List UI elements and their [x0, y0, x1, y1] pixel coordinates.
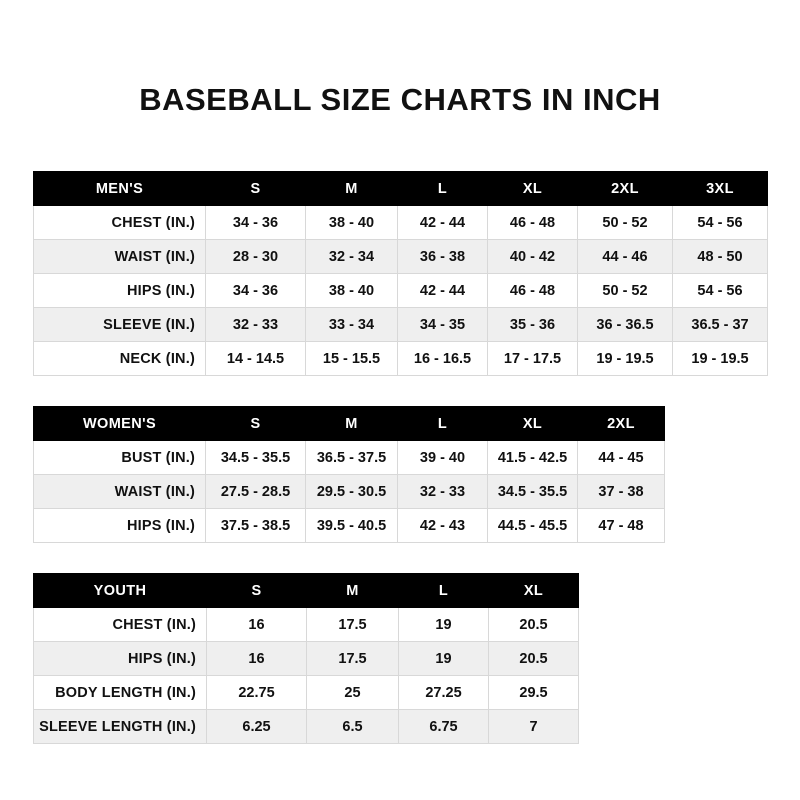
row-label: SLEEVE (IN.)	[34, 308, 206, 342]
cell: 27.5 - 28.5	[206, 475, 306, 509]
cell: 38 - 40	[306, 206, 398, 240]
cell: 33 - 34	[306, 308, 398, 342]
cell: 17 - 17.5	[488, 342, 578, 376]
cell: 40 - 42	[488, 240, 578, 274]
cell: 6.75	[399, 710, 489, 744]
cell: 39.5 - 40.5	[306, 509, 398, 543]
cell: 54 - 56	[673, 206, 768, 240]
table-row	[34, 475, 665, 509]
table-row	[34, 441, 665, 475]
mens-table-body	[34, 206, 768, 376]
youth-table-header	[34, 574, 579, 608]
cell: 28 - 30	[206, 240, 306, 274]
mens-header-2xl: 2XL	[578, 172, 673, 206]
cell: 34 - 36	[206, 274, 306, 308]
cell: 19 - 19.5	[673, 342, 768, 376]
cell: 16 - 16.5	[398, 342, 488, 376]
table-row	[34, 342, 768, 376]
cell: 25	[307, 676, 399, 710]
cell: 6.5	[307, 710, 399, 744]
cell: 36.5 - 37.5	[306, 441, 398, 475]
cell: 32 - 33	[398, 475, 488, 509]
row-label: WAIST (IN.)	[34, 240, 206, 274]
cell: 7	[489, 710, 579, 744]
mens-header-s: S	[206, 172, 306, 206]
womens-header-label: WOMEN'S	[34, 407, 206, 441]
cell: 42 - 43	[398, 509, 488, 543]
cell: 22.75	[207, 676, 307, 710]
cell: 19	[399, 608, 489, 642]
cell: 35 - 36	[488, 308, 578, 342]
table-header-row	[34, 574, 579, 608]
womens-header-m: M	[306, 407, 398, 441]
cell: 29.5	[489, 676, 579, 710]
cell: 19	[399, 642, 489, 676]
cell: 20.5	[489, 608, 579, 642]
row-label: WAIST (IN.)	[34, 475, 206, 509]
table-header-row	[34, 407, 665, 441]
cell: 36 - 38	[398, 240, 488, 274]
cell: 37.5 - 38.5	[206, 509, 306, 543]
cell: 20.5	[489, 642, 579, 676]
womens-header-2xl: 2XL	[578, 407, 665, 441]
cell: 39 - 40	[398, 441, 488, 475]
cell: 47 - 48	[578, 509, 665, 543]
cell: 36.5 - 37	[673, 308, 768, 342]
row-label: HIPS (IN.)	[34, 509, 206, 543]
page-title: BASEBALL SIZE CHARTS IN INCH	[139, 82, 661, 117]
table-spacer	[33, 543, 767, 573]
table-spacer	[33, 376, 767, 406]
cell: 42 - 44	[398, 206, 488, 240]
womens-table-body	[34, 441, 665, 543]
row-label: HIPS (IN.)	[34, 642, 207, 676]
cell: 34 - 36	[206, 206, 306, 240]
cell: 36 - 36.5	[578, 308, 673, 342]
mens-size-table	[33, 171, 768, 376]
mens-header-l: L	[398, 172, 488, 206]
table-header-row	[34, 172, 768, 206]
table-row	[34, 676, 579, 710]
cell: 44 - 46	[578, 240, 673, 274]
cell: 19 - 19.5	[578, 342, 673, 376]
youth-header-label: YOUTH	[34, 574, 207, 608]
womens-header-l: L	[398, 407, 488, 441]
table-row	[34, 509, 665, 543]
cell: 32 - 34	[306, 240, 398, 274]
cell: 17.5	[307, 642, 399, 676]
cell: 46 - 48	[488, 274, 578, 308]
cell: 27.25	[399, 676, 489, 710]
row-label: NECK (IN.)	[34, 342, 206, 376]
womens-header-s: S	[206, 407, 306, 441]
youth-header-xl: XL	[489, 574, 579, 608]
tables-container	[0, 171, 800, 744]
cell: 29.5 - 30.5	[306, 475, 398, 509]
cell: 15 - 15.5	[306, 342, 398, 376]
youth-table-body	[34, 608, 579, 744]
mens-table-header	[34, 172, 768, 206]
womens-size-table	[33, 406, 665, 543]
table-row	[34, 240, 768, 274]
row-label: BODY LENGTH (IN.)	[34, 676, 207, 710]
cell: 14 - 14.5	[206, 342, 306, 376]
youth-header-m: M	[307, 574, 399, 608]
cell: 16	[207, 608, 307, 642]
row-label: CHEST (IN.)	[34, 206, 206, 240]
cell: 16	[207, 642, 307, 676]
mens-header-m: M	[306, 172, 398, 206]
mens-header-label: MEN'S	[34, 172, 206, 206]
row-label: BUST (IN.)	[34, 441, 206, 475]
youth-header-s: S	[207, 574, 307, 608]
mens-header-xl: XL	[488, 172, 578, 206]
youth-size-table	[33, 573, 579, 744]
table-row	[34, 710, 579, 744]
cell: 38 - 40	[306, 274, 398, 308]
cell: 34.5 - 35.5	[206, 441, 306, 475]
cell: 34.5 - 35.5	[488, 475, 578, 509]
cell: 32 - 33	[206, 308, 306, 342]
mens-header-3xl: 3XL	[673, 172, 768, 206]
table-row	[34, 206, 768, 240]
cell: 46 - 48	[488, 206, 578, 240]
cell: 41.5 - 42.5	[488, 441, 578, 475]
cell: 44.5 - 45.5	[488, 509, 578, 543]
row-label: CHEST (IN.)	[34, 608, 207, 642]
youth-header-l: L	[399, 574, 489, 608]
table-row	[34, 608, 579, 642]
cell: 42 - 44	[398, 274, 488, 308]
cell: 50 - 52	[578, 206, 673, 240]
womens-header-xl: XL	[488, 407, 578, 441]
cell: 44 - 45	[578, 441, 665, 475]
table-row	[34, 308, 768, 342]
table-row	[34, 642, 579, 676]
table-row	[34, 274, 768, 308]
cell: 50 - 52	[578, 274, 673, 308]
cell: 17.5	[307, 608, 399, 642]
cell: 6.25	[207, 710, 307, 744]
womens-table-header	[34, 407, 665, 441]
cell: 54 - 56	[673, 274, 768, 308]
cell: 48 - 50	[673, 240, 768, 274]
row-label: SLEEVE LENGTH (IN.)	[34, 710, 207, 744]
row-label: HIPS (IN.)	[34, 274, 206, 308]
cell: 34 - 35	[398, 308, 488, 342]
cell: 37 - 38	[578, 475, 665, 509]
